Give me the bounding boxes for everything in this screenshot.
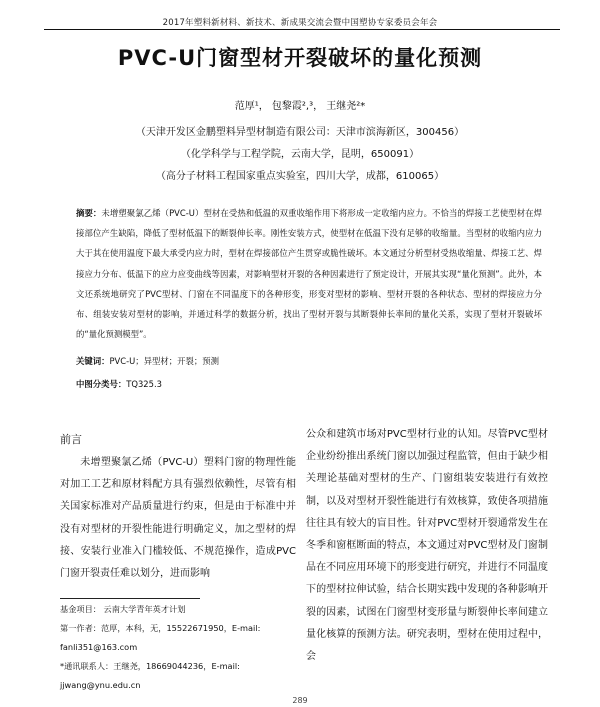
classification-code — [76, 378, 542, 390]
footnote-funding: 基金项目： 云南大学青年英才计划 — [60, 604, 186, 614]
abstract-label: 摘要： — [76, 208, 102, 218]
keywords-text: PVC-U；异型材；开裂；预测 — [109, 356, 220, 366]
affiliation-2: （化学科学与工程学院，云南大学，昆明，650091） — [180, 149, 420, 160]
author-list: 范厚¹， 包黎霞²,³， 王继尧²* — [234, 101, 366, 112]
header-rule — [44, 29, 560, 30]
footnote-first-author-email: fanli351@163.com — [60, 642, 138, 652]
footnote-first-author: 第一作者：范厚，本科，无，15522671950，E-mail: — [60, 623, 261, 633]
affiliation-1: （天津开发区金鹏塑料异型材制造有限公司：天津市滨海新区，300456） — [135, 127, 465, 138]
footnote-rule — [60, 598, 200, 599]
footnote-corresponding: *通讯联系人：王继尧，18669044236，E-mail: — [60, 661, 240, 671]
body-column-right — [306, 424, 548, 668]
footnotes — [60, 600, 296, 695]
abstract-text: 未增塑聚氯乙烯（PVC-U）型材在受热和低温的双重收缩作用下将形成一定收缩内应力。不恰当的焊接工艺使型材在焊接部位产生缺陷，降低了型材低温下的断裂伸长率。刚性安装方式，使型材在低温下没有足够的收缩量。当型材的收缩内应力大于其在使用温度下最大承受内应力时，型材在焊接部位产生贯穿或脆性破坏。本文通过分析型材受热收缩量、焊接工艺、焊接应力分布、低温下的应力应变曲线等因素，对影响型材开裂的各种因素进行了预定设计，开展其实现“量化预测”。此外，本文还系统地研究了PVC型材、门窗在不同温度下的各种形变，形变对型材的影响、型材开裂的各种状态、型材的焊接应力分布、组装安装对型材的影响，并通过科学的数据分析，找出了型材开裂与其断裂伸长率间的量化关系，实现了型材开裂破坏的“量化预测模型”。 — [76, 208, 543, 340]
body-column-left — [60, 452, 296, 585]
keywords-label: 关键词： — [76, 356, 110, 366]
section-heading-intro: 前言 — [60, 433, 82, 446]
paper-title: PVC-U门窗型材开裂破坏的量化预测 — [117, 46, 483, 70]
footnote-corresponding-email: jjwang@ynu.edu.cn — [60, 680, 141, 690]
keywords — [76, 355, 542, 367]
clc-text: TQ325.3 — [126, 379, 162, 389]
intro-right-text: 公众和建筑市场对PVC型材行业的认知。尽管PVC型材企业纷纷推出系统门窗以加强过程监管，但由于缺少相关理论基础对型材的生产、门窗组装安装进行有效控制，以及对型材开裂性能进行有效核算，致使各项措施往往具有较大的盲目性。针对PVC型材开裂通常发生在冬季和窗框断面的特点，本文通过对PVC型材及门窗制品在不同应用环境下的形变进行研究，并进行不同温度下的型材拉伸试验，结合长期实践中发现的各种影响开裂的因素，试图在门窗型材变形量与断裂伸长率间建立量化核算的预测方法。研究表明，型材在使用过程中，会 — [306, 429, 548, 663]
running-header: 2017年塑料新材料、新技术、新成果交流会暨中国塑协专家委员会年会 — [162, 18, 438, 28]
affiliation-3: （高分子材料工程国家重点实验室，四川大学，成都，610065） — [155, 171, 445, 182]
intro-left-text: 未增塑聚氯乙烯（PVC-U）塑料门窗的物理性能对加工工艺和原材料配方具有强烈依赖性，尽管有相关国家标准对产品质量进行约束，但是由于标准中并没有对型材的开裂性能进行明确定义，加之型材的焊接、安装行业准入门槛较低、不规范操作，造成PVC门窗开裂责任难以划分，进而影响 — [60, 457, 296, 580]
abstract — [76, 203, 542, 344]
clc-label: 中图分类号： — [76, 379, 127, 389]
page-number: 289 — [292, 696, 308, 705]
